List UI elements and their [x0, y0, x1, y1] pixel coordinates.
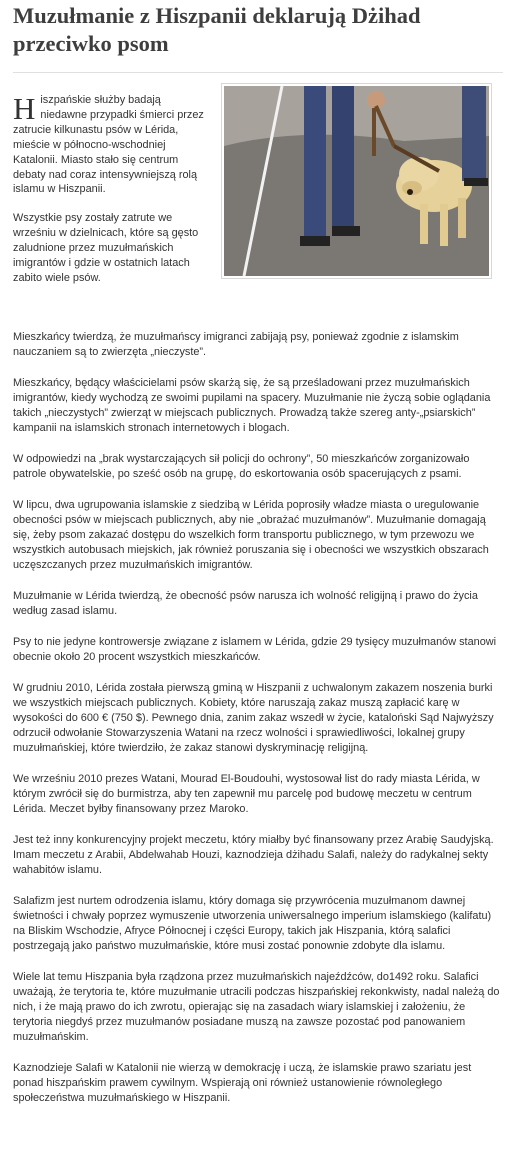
- lead-column: [13, 93, 209, 300]
- article-title: Muzułmanie z Hiszpanii deklarują Dżihad przeciwko psom: [13, 3, 421, 56]
- drop-cap: H: [13, 91, 36, 126]
- paragraph: We wrześniu 2010 prezes Watani, Mourad El-Boudouhi, wystosował list do rady miasta Lérida, w którym zwrócił się do burmistrza, aby ten zapewnił mu parcelę pod budowę meczetu w centrum Lérida. Meczet byłby finansowany przez Maroko.: [13, 773, 480, 815]
- paragraph: Kaznodzieje Salafi w Katalonii nie wierzą w demokrację i uczą, że islamskie prawo szariatu jest ponad hiszpańskim prawem cywilnym. Wspierają oni również ustanowienie równoległego społeczeństwa muzułmańskiego w Hiszpanii.: [13, 1062, 472, 1104]
- title-divider: [13, 72, 503, 73]
- paragraph: Salafizm jest nurtem odrodzenia islamu, który domaga się przywrócenia muzułmanom dawnej świetności i chwały poprzez wymuszenie utworzenia uniwersalnego imperium islamskiego (kalifatu) na Bliskim Wschodzie, Afryce Północnej i części Europy, takich jak Hiszpania, którą salafici postrzegają jako państwo muzułmańskie, które musi zostać ponownie zdobyte dla islamu.: [13, 895, 492, 952]
- photo-blind-man-with-guide-dog: [224, 86, 489, 276]
- paragraph: Mieszkańcy, będący właścicielami psów skarżą się, że są prześladowani przez muzułmańskich imigrantów, kiedy wychodzą ze swoimi pupilami na spacery. Muzułmanie nie życzą sobie oglądania takich „nieczystych” zwierząt w miejscach publicznych. Prowadzą także szereg anty-„psiarskich” kampanii na islamskich stronach internetowych i blogach.: [13, 377, 491, 434]
- paragraph: W odpowiedzi na „brak wystarczających sił policji do ochrony”, 50 mieszkańców zorganizowało patrole obywatelskie, po sześć osób na grupę, do eskortowania osób spacerujących z psami.: [13, 453, 470, 480]
- paragraph: Psy to nie jedyne kontrowersje związane z islamem w Lérida, gdzie 29 tysięcy muzułmanów stanowi obecnie około 20 procent wszystkich mieszkańców.: [13, 636, 497, 663]
- article-body: [13, 330, 503, 1122]
- lead-text: iszpańskie służby badają niedawne przypadki śmierci przez zatrucie kilkunastu psów w Lérida, mieście w północno-wschodniej Katalonii. Miasto stało się centrum debaty nad coraz intensywniejszą rolą islamu w Hiszpanii.: [13, 94, 204, 196]
- paragraph: Muzułmanie w Lérida twierdzą, że obecność psów narusza ich wolność religijną i prawo do życia według zasad islamu.: [13, 590, 478, 617]
- article-photo: [221, 83, 492, 279]
- paragraph: W grudniu 2010, Lérida została pierwszą gminą w Hiszpanii z uchwalonym zakazem noszenia burki we wszystkich miejscach publicznych. Kobiety, które naruszają zakaz muszą zapłacić karę w wysokości do 600 € (750 $). Pewnego dnia, zanim zakaz wszedł w życie, kataloński Sąd Najwyższy odrzucił odwołanie Stowarzyszenia Watani na rzecz wolności i sprawiedliwości, lokalnej grupy muzułmańskiej, które twierdziło, że zakaz stanowi dyskryminację religijną.: [13, 682, 494, 754]
- paragraph: Jest też inny konkurencyjny projekt meczetu, który miałby być finansowany przez Arabię Saudyjską. Imam meczetu z Arabii, Abdelwahab Houzi, kaznodzieja dżihadu Salafi, należy do radykalnej sekty wahabitów islamu.: [13, 834, 494, 876]
- second-paragraph: Wszystkie psy zostały zatrute we wrześniu w dzielnicach, które są gęsto zaludnione przez muzułmańskich imigrantów i gdzie w ostatnich latach zabito wiele psów.: [13, 212, 199, 284]
- paragraph: Mieszkańcy twierdzą, że muzułmańscy imigranci zabijają psy, ponieważ zgodnie z islamskim nauczaniem są to zwierzęta „nieczyste”.: [13, 331, 459, 358]
- paragraph: Wiele lat temu Hiszpania była rządzona przez muzułmańskich najeźdźców, do1492 roku. Salafici uważają, że terytoria te, które muzułmanie utracili podczas hiszpańskiej rekonkwisty, nadal należą do nich, i że mają prawo do ich zwrotu, opierając się na zasadach wiary islamskiej i założeniu, że terytoria niegdyś przez muzułmanów posiadane muszą na zawsze pozostać pod panowaniem muzułmańskim.: [13, 971, 500, 1043]
- paragraph: W lipcu, dwa ugrupowania islamskie z siedzibą w Lérida poprosiły władze miasta o uregulowanie obecności psów w miejscach publicznych, aby nie „obrażać muzułmanów”. Muzułmanie domagają się, żeby psom zakazać dostępu do wszelkich form transportu publicznego, w tym przewozu we wszystkich autobusach miejskich, jak również poruszania się i obecności we wszystkich obszarach uczęszczanych przez muzułmańskich imigrantów.: [13, 499, 489, 571]
- lead-paragraph: [13, 93, 209, 197]
